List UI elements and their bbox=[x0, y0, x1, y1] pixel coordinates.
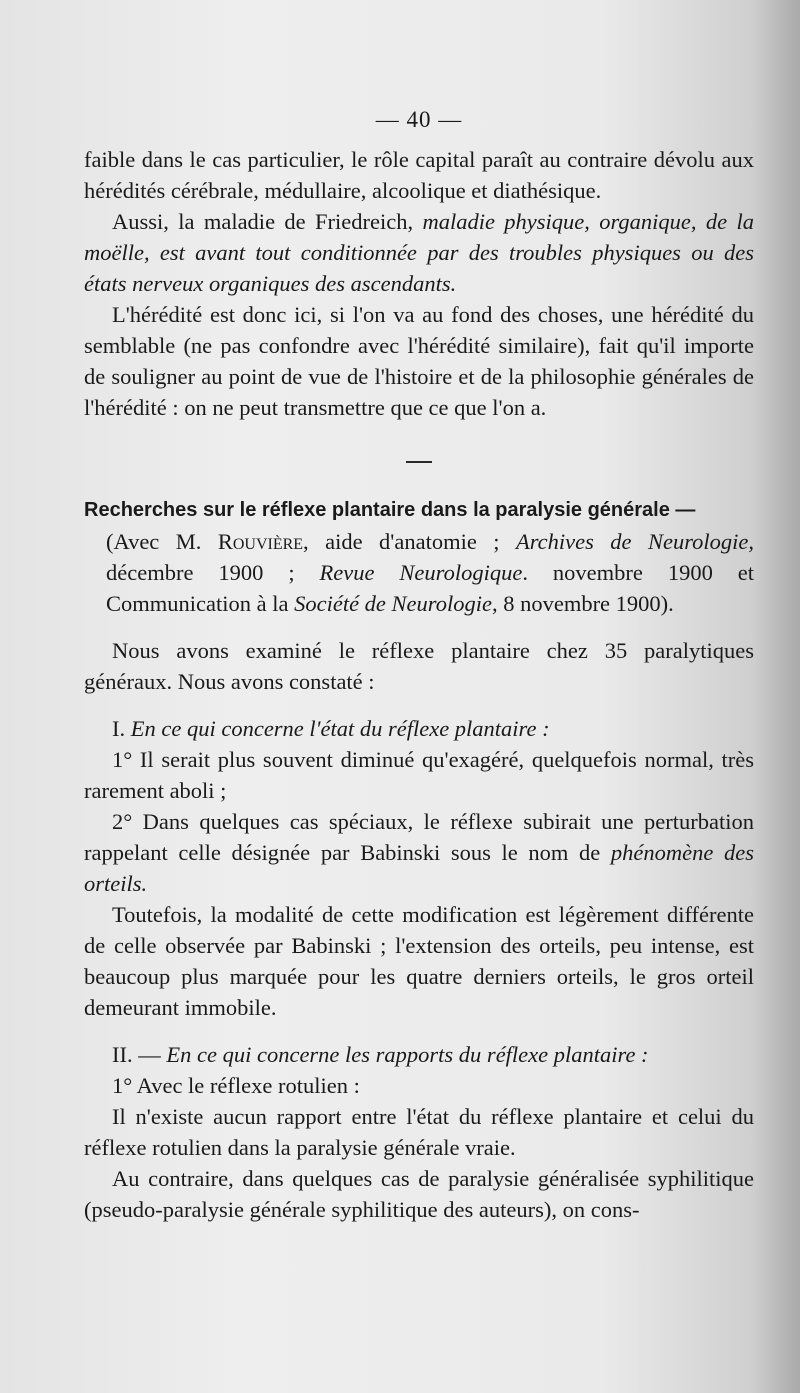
subheading-2: II. — En ce qui concerne les rapports du réflexe plantaire : bbox=[112, 1042, 649, 1067]
paragraph-faible: faible dans le cas particulier, le rôle capital paraît au contraire dévolu aux hérédités cérébrale, médullaire, alcoolique et diathésique. bbox=[84, 147, 754, 203]
paragraph-toutefois: Toutefois, la modalité de cette modification est légèrement différente de celle observée par Babinski ; l'extension des orteils, peu intense, est beaucoup plus marquée pour les quatre derniers orteils, le gros orteil demeurant immobile. bbox=[84, 902, 754, 1020]
friedreich-lead: Aussi, la maladie de Friedreich, bbox=[112, 209, 423, 234]
paragraph-au-contraire: Au contraire, dans quelques cas de paralysie généralisée syphilitique (pseudo-paralysie générale syphilitique des auteurs), on cons- bbox=[84, 1166, 754, 1222]
journal-revue: Revue Neurologique bbox=[319, 560, 523, 585]
society-name: Société de Neurologie bbox=[294, 591, 492, 616]
friedreich-emphasis: maladie physique, organique, de la moëlle, est avant tout conditionnée par des troubles physiques ou des états nerveux organiques des ascendants. bbox=[84, 209, 754, 296]
author-name: Rouvière bbox=[217, 529, 304, 554]
section-heading bbox=[84, 493, 754, 526]
page-text-block bbox=[84, 104, 754, 1225]
page-number: — 40 — bbox=[375, 107, 463, 132]
subheading-1: I. En ce qui concerne l'état du réflexe plantaire : bbox=[112, 716, 550, 741]
section-title: Recherches sur le réflexe plantaire dans la paralysie générale — bbox=[84, 499, 696, 521]
paragraph-item-2: 2° Dans quelques cas spéciaux, le réflexe subirait une perturbation rappelant celle désignée par Babinski sous le nom de phénomène des orteils. bbox=[84, 809, 755, 896]
journal-archives: Archives de Neurologie, bbox=[515, 529, 754, 554]
section-divider bbox=[406, 461, 432, 463]
paragraph-heredite: L'hérédité est donc ici, si l'on va au fond des choses, une hérédité du semblable (ne pas confondre avec l'hérédité similaire), fait qu'il importe de souligner au point de vue de l'histoire et de la philosophie générales de l'hérédité : on ne peut transmettre que ce que l'on a. bbox=[84, 302, 754, 420]
paragraph-rotulien: 1° Avec le réflexe rotulien : bbox=[112, 1073, 360, 1098]
paragraph-aucun-rapport: Il n'existe aucun rapport entre l'état du réflexe plantaire et celui du réflexe rotulien dans la paralysie générale vraie. bbox=[84, 1104, 754, 1160]
citation: (Avec M. Rouvière, aide d'anatomie ; Archives de Neurologie, décembre 1900 ; Revue Neurologique. novembre 1900 et Communication à la Société de Neurologie, 8 novembre 1900). bbox=[106, 529, 754, 616]
paragraph-examine: Nous avons examiné le réflexe plantaire chez 35 paralytiques généraux. Nous avons constaté : bbox=[84, 638, 754, 694]
paragraph-item-1: 1° Il serait plus souvent diminué qu'exagéré, quelquefois normal, très rarement aboli ; bbox=[84, 747, 754, 803]
paragraph-friedreich bbox=[84, 206, 754, 299]
